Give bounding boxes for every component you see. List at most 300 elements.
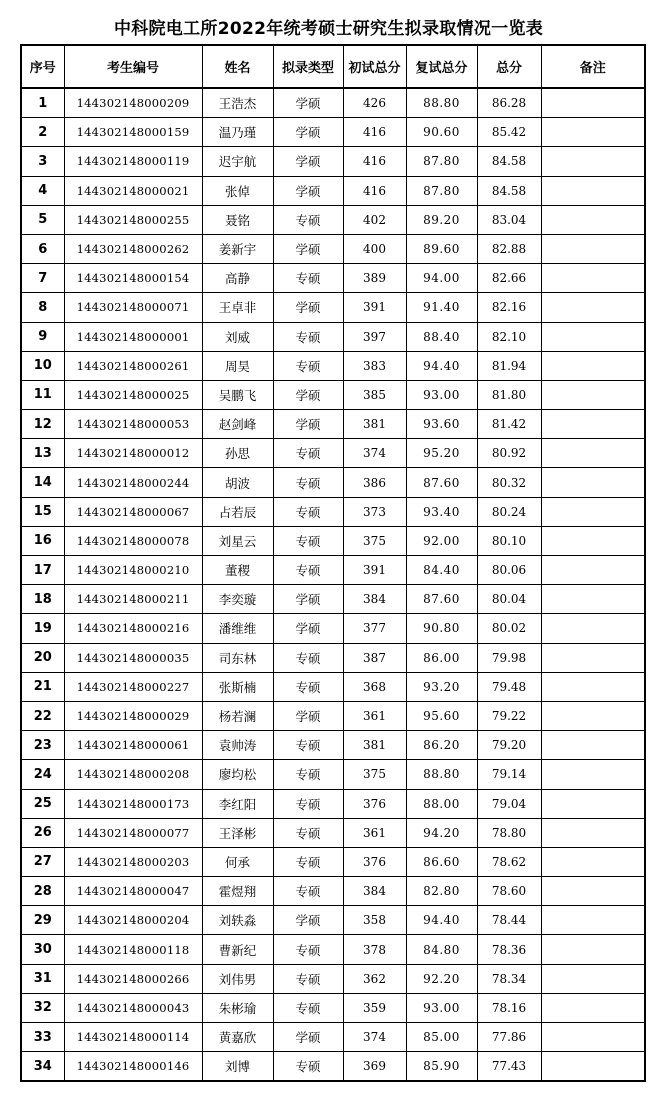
cell-initial-score: 391 <box>343 556 406 585</box>
cell-exam-id: 144302148000078 <box>64 526 202 555</box>
cell-total-score: 79.04 <box>477 789 541 818</box>
cell-initial-score: 376 <box>343 789 406 818</box>
cell-total-score: 79.98 <box>477 643 541 672</box>
table-row <box>21 322 645 351</box>
cell-type: 专硕 <box>273 526 343 555</box>
cell-exam-id: 144302148000043 <box>64 993 202 1022</box>
table-row <box>21 906 645 935</box>
cell-retest-score: 93.00 <box>406 993 477 1022</box>
cell-retest-score: 89.60 <box>406 234 477 263</box>
cell-type: 专硕 <box>273 497 343 526</box>
cell-remark <box>541 88 645 118</box>
cell-no: 14 <box>21 468 64 497</box>
cell-name: 董稷 <box>202 556 273 585</box>
cell-remark <box>541 118 645 147</box>
table-row <box>21 1023 645 1052</box>
cell-total-score: 78.62 <box>477 847 541 876</box>
table-row <box>21 789 645 818</box>
cell-name: 刘星云 <box>202 526 273 555</box>
cell-retest-score: 86.20 <box>406 731 477 760</box>
table-row <box>21 847 645 876</box>
cell-no: 25 <box>21 789 64 818</box>
cell-type: 专硕 <box>273 935 343 964</box>
cell-name: 迟宇航 <box>202 147 273 176</box>
cell-no: 19 <box>21 614 64 643</box>
cell-remark <box>541 1052 645 1082</box>
cell-total-score: 85.42 <box>477 118 541 147</box>
cell-remark <box>541 847 645 876</box>
cell-retest-score: 93.40 <box>406 497 477 526</box>
header-type: 拟录类型 <box>273 45 343 88</box>
cell-name: 霍煜翔 <box>202 877 273 906</box>
cell-no: 8 <box>21 293 64 322</box>
cell-total-score: 80.24 <box>477 497 541 526</box>
cell-name: 高静 <box>202 264 273 293</box>
cell-total-score: 78.16 <box>477 993 541 1022</box>
cell-remark <box>541 497 645 526</box>
cell-retest-score: 86.60 <box>406 847 477 876</box>
cell-retest-score: 89.20 <box>406 205 477 234</box>
cell-no: 5 <box>21 205 64 234</box>
cell-type: 学硕 <box>273 380 343 409</box>
table-row <box>21 118 645 147</box>
cell-type: 专硕 <box>273 205 343 234</box>
cell-total-score: 78.44 <box>477 906 541 935</box>
cell-name: 李奕璇 <box>202 585 273 614</box>
cell-name: 曹新纪 <box>202 935 273 964</box>
cell-type: 学硕 <box>273 614 343 643</box>
cell-remark <box>541 351 645 380</box>
cell-exam-id: 144302148000001 <box>64 322 202 351</box>
table-body <box>21 88 645 1081</box>
cell-no: 28 <box>21 877 64 906</box>
cell-total-score: 81.42 <box>477 410 541 439</box>
cell-type: 学硕 <box>273 234 343 263</box>
cell-remark <box>541 234 645 263</box>
table-row <box>21 88 645 118</box>
cell-initial-score: 397 <box>343 322 406 351</box>
cell-type: 学硕 <box>273 147 343 176</box>
cell-retest-score: 85.00 <box>406 1023 477 1052</box>
cell-exam-id: 144302148000208 <box>64 760 202 789</box>
cell-total-score: 77.43 <box>477 1052 541 1082</box>
cell-exam-id: 144302148000209 <box>64 88 202 118</box>
cell-retest-score: 88.80 <box>406 760 477 789</box>
cell-type: 学硕 <box>273 1023 343 1052</box>
cell-no: 15 <box>21 497 64 526</box>
cell-retest-score: 94.00 <box>406 264 477 293</box>
cell-initial-score: 362 <box>343 964 406 993</box>
table-row <box>21 731 645 760</box>
cell-exam-id: 144302148000203 <box>64 847 202 876</box>
cell-no: 16 <box>21 526 64 555</box>
cell-name: 何承 <box>202 847 273 876</box>
cell-exam-id: 144302148000173 <box>64 789 202 818</box>
cell-initial-score: 389 <box>343 264 406 293</box>
cell-remark <box>541 176 645 205</box>
cell-exam-id: 144302148000146 <box>64 1052 202 1082</box>
cell-retest-score: 94.40 <box>406 351 477 380</box>
cell-name: 刘轶淼 <box>202 906 273 935</box>
cell-name: 张斯楠 <box>202 672 273 701</box>
cell-no: 32 <box>21 993 64 1022</box>
cell-no: 34 <box>21 1052 64 1082</box>
cell-initial-score: 375 <box>343 760 406 789</box>
cell-retest-score: 84.80 <box>406 935 477 964</box>
cell-name: 王卓非 <box>202 293 273 322</box>
cell-retest-score: 86.00 <box>406 643 477 672</box>
cell-initial-score: 384 <box>343 585 406 614</box>
header-exam-id: 考生编号 <box>64 45 202 88</box>
cell-retest-score: 88.40 <box>406 322 477 351</box>
cell-remark <box>541 1023 645 1052</box>
cell-total-score: 86.28 <box>477 88 541 118</box>
cell-type: 专硕 <box>273 760 343 789</box>
cell-retest-score: 87.60 <box>406 585 477 614</box>
cell-retest-score: 88.80 <box>406 88 477 118</box>
cell-initial-score: 369 <box>343 1052 406 1082</box>
cell-remark <box>541 468 645 497</box>
header-no: 序号 <box>21 45 64 88</box>
cell-remark <box>541 760 645 789</box>
cell-name: 廖均松 <box>202 760 273 789</box>
cell-exam-id: 144302148000266 <box>64 964 202 993</box>
cell-name: 袁帅涛 <box>202 731 273 760</box>
cell-total-score: 78.36 <box>477 935 541 964</box>
cell-remark <box>541 701 645 730</box>
cell-retest-score: 91.40 <box>406 293 477 322</box>
table-row <box>21 877 645 906</box>
cell-initial-score: 384 <box>343 877 406 906</box>
cell-initial-score: 426 <box>343 88 406 118</box>
cell-name: 王泽彬 <box>202 818 273 847</box>
cell-total-score: 80.32 <box>477 468 541 497</box>
header-name: 姓名 <box>202 45 273 88</box>
cell-exam-id: 144302148000071 <box>64 293 202 322</box>
cell-retest-score: 88.00 <box>406 789 477 818</box>
cell-name: 王浩杰 <box>202 88 273 118</box>
cell-name: 司东林 <box>202 643 273 672</box>
table-row <box>21 1052 645 1082</box>
cell-total-score: 80.92 <box>477 439 541 468</box>
cell-no: 27 <box>21 847 64 876</box>
cell-name: 刘伟男 <box>202 964 273 993</box>
cell-exam-id: 144302148000067 <box>64 497 202 526</box>
cell-name: 李红阳 <box>202 789 273 818</box>
cell-remark <box>541 993 645 1022</box>
cell-exam-id: 144302148000061 <box>64 731 202 760</box>
cell-type: 专硕 <box>273 439 343 468</box>
cell-total-score: 81.80 <box>477 380 541 409</box>
cell-initial-score: 358 <box>343 906 406 935</box>
table-row <box>21 410 645 439</box>
cell-no: 2 <box>21 118 64 147</box>
cell-no: 33 <box>21 1023 64 1052</box>
cell-initial-score: 383 <box>343 351 406 380</box>
cell-name: 姜新宇 <box>202 234 273 263</box>
cell-exam-id: 144302148000210 <box>64 556 202 585</box>
cell-exam-id: 144302148000025 <box>64 380 202 409</box>
cell-type: 专硕 <box>273 1052 343 1082</box>
cell-total-score: 79.22 <box>477 701 541 730</box>
cell-type: 专硕 <box>273 556 343 585</box>
cell-exam-id: 144302148000029 <box>64 701 202 730</box>
cell-retest-score: 95.60 <box>406 701 477 730</box>
cell-initial-score: 361 <box>343 818 406 847</box>
table-row <box>21 147 645 176</box>
cell-exam-id: 144302148000159 <box>64 118 202 147</box>
table-row <box>21 526 645 555</box>
cell-exam-id: 144302148000118 <box>64 935 202 964</box>
cell-name: 胡波 <box>202 468 273 497</box>
cell-remark <box>541 877 645 906</box>
cell-no: 6 <box>21 234 64 263</box>
cell-remark <box>541 439 645 468</box>
cell-retest-score: 90.60 <box>406 118 477 147</box>
cell-exam-id: 144302148000021 <box>64 176 202 205</box>
cell-type: 学硕 <box>273 410 343 439</box>
cell-initial-score: 377 <box>343 614 406 643</box>
cell-total-score: 78.80 <box>477 818 541 847</box>
cell-total-score: 82.10 <box>477 322 541 351</box>
cell-remark <box>541 818 645 847</box>
cell-remark <box>541 964 645 993</box>
cell-remark <box>541 731 645 760</box>
cell-no: 30 <box>21 935 64 964</box>
cell-exam-id: 144302148000035 <box>64 643 202 672</box>
cell-retest-score: 92.20 <box>406 964 477 993</box>
cell-no: 21 <box>21 672 64 701</box>
table-row <box>21 205 645 234</box>
cell-no: 20 <box>21 643 64 672</box>
cell-no: 22 <box>21 701 64 730</box>
cell-total-score: 82.88 <box>477 234 541 263</box>
table-row <box>21 556 645 585</box>
cell-remark <box>541 906 645 935</box>
cell-type: 学硕 <box>273 88 343 118</box>
cell-name: 温乃瑾 <box>202 118 273 147</box>
cell-retest-score: 92.00 <box>406 526 477 555</box>
cell-initial-score: 416 <box>343 147 406 176</box>
cell-initial-score: 359 <box>343 993 406 1022</box>
cell-name: 潘维维 <box>202 614 273 643</box>
cell-name: 张倬 <box>202 176 273 205</box>
cell-initial-score: 376 <box>343 847 406 876</box>
table-row <box>21 439 645 468</box>
cell-exam-id: 144302148000227 <box>64 672 202 701</box>
cell-exam-id: 144302148000154 <box>64 264 202 293</box>
cell-remark <box>541 789 645 818</box>
cell-retest-score: 82.80 <box>406 877 477 906</box>
cell-exam-id: 144302148000255 <box>64 205 202 234</box>
table-row <box>21 176 645 205</box>
cell-name: 占若辰 <box>202 497 273 526</box>
cell-total-score: 84.58 <box>477 176 541 205</box>
cell-total-score: 79.48 <box>477 672 541 701</box>
cell-no: 11 <box>21 380 64 409</box>
cell-no: 26 <box>21 818 64 847</box>
cell-exam-id: 144302148000119 <box>64 147 202 176</box>
cell-retest-score: 95.20 <box>406 439 477 468</box>
table-row <box>21 701 645 730</box>
cell-remark <box>541 410 645 439</box>
header-total-score: 总分 <box>477 45 541 88</box>
cell-no: 23 <box>21 731 64 760</box>
cell-initial-score: 381 <box>343 410 406 439</box>
table-row <box>21 234 645 263</box>
cell-remark <box>541 526 645 555</box>
cell-type: 专硕 <box>273 264 343 293</box>
cell-type: 学硕 <box>273 176 343 205</box>
cell-no: 29 <box>21 906 64 935</box>
cell-remark <box>541 672 645 701</box>
cell-no: 3 <box>21 147 64 176</box>
cell-total-score: 79.20 <box>477 731 541 760</box>
cell-initial-score: 374 <box>343 1023 406 1052</box>
cell-no: 4 <box>21 176 64 205</box>
cell-total-score: 80.02 <box>477 614 541 643</box>
cell-name: 周昊 <box>202 351 273 380</box>
cell-retest-score: 87.80 <box>406 176 477 205</box>
cell-no: 7 <box>21 264 64 293</box>
cell-no: 9 <box>21 322 64 351</box>
cell-type: 专硕 <box>273 847 343 876</box>
cell-type: 专硕 <box>273 789 343 818</box>
cell-no: 17 <box>21 556 64 585</box>
cell-type: 学硕 <box>273 906 343 935</box>
cell-name: 聂铭 <box>202 205 273 234</box>
cell-total-score: 80.06 <box>477 556 541 585</box>
cell-initial-score: 416 <box>343 118 406 147</box>
table-row <box>21 818 645 847</box>
cell-no: 12 <box>21 410 64 439</box>
cell-name: 刘威 <box>202 322 273 351</box>
cell-initial-score: 373 <box>343 497 406 526</box>
cell-remark <box>541 556 645 585</box>
header-initial-score: 初试总分 <box>343 45 406 88</box>
cell-initial-score: 361 <box>343 701 406 730</box>
cell-type: 专硕 <box>273 643 343 672</box>
table-row <box>21 380 645 409</box>
cell-remark <box>541 935 645 964</box>
cell-exam-id: 144302148000261 <box>64 351 202 380</box>
cell-type: 专硕 <box>273 672 343 701</box>
cell-retest-score: 94.40 <box>406 906 477 935</box>
cell-retest-score: 93.20 <box>406 672 477 701</box>
table-row <box>21 264 645 293</box>
cell-remark <box>541 614 645 643</box>
page-title: 中科院电工所2022年统考硕士研究生拟录取情况一览表 <box>113 19 544 39</box>
cell-exam-id: 144302148000204 <box>64 906 202 935</box>
cell-total-score: 80.10 <box>477 526 541 555</box>
cell-total-score: 77.86 <box>477 1023 541 1052</box>
cell-exam-id: 144302148000114 <box>64 1023 202 1052</box>
cell-exam-id: 144302148000047 <box>64 877 202 906</box>
cell-exam-id: 144302148000053 <box>64 410 202 439</box>
cell-remark <box>541 380 645 409</box>
cell-total-score: 80.04 <box>477 585 541 614</box>
cell-name: 杨若澜 <box>202 701 273 730</box>
cell-exam-id: 144302148000012 <box>64 439 202 468</box>
cell-retest-score: 87.60 <box>406 468 477 497</box>
cell-name: 吴鹏飞 <box>202 380 273 409</box>
cell-type: 学硕 <box>273 701 343 730</box>
cell-type: 专硕 <box>273 818 343 847</box>
cell-type: 专硕 <box>273 322 343 351</box>
cell-remark <box>541 293 645 322</box>
cell-total-score: 84.58 <box>477 147 541 176</box>
cell-type: 学硕 <box>273 118 343 147</box>
cell-type: 专硕 <box>273 351 343 380</box>
cell-exam-id: 144302148000262 <box>64 234 202 263</box>
table-row <box>21 935 645 964</box>
cell-no: 18 <box>21 585 64 614</box>
table-row <box>21 993 645 1022</box>
cell-remark <box>541 147 645 176</box>
cell-type: 专硕 <box>273 877 343 906</box>
cell-remark <box>541 322 645 351</box>
cell-type: 专硕 <box>273 468 343 497</box>
cell-exam-id: 144302148000244 <box>64 468 202 497</box>
cell-no: 31 <box>21 964 64 993</box>
cell-total-score: 82.66 <box>477 264 541 293</box>
cell-name: 黄嘉欣 <box>202 1023 273 1052</box>
cell-initial-score: 368 <box>343 672 406 701</box>
table-row <box>21 293 645 322</box>
cell-total-score: 79.14 <box>477 760 541 789</box>
header-remark: 备注 <box>541 45 645 88</box>
cell-exam-id: 144302148000211 <box>64 585 202 614</box>
cell-type: 专硕 <box>273 964 343 993</box>
cell-name: 赵剑峰 <box>202 410 273 439</box>
cell-total-score: 78.60 <box>477 877 541 906</box>
table-header-row <box>21 45 645 88</box>
cell-name: 朱彬瑜 <box>202 993 273 1022</box>
cell-remark <box>541 643 645 672</box>
table-row <box>21 468 645 497</box>
cell-retest-score: 94.20 <box>406 818 477 847</box>
table-row <box>21 497 645 526</box>
table-row <box>21 672 645 701</box>
cell-no: 1 <box>21 88 64 118</box>
cell-remark <box>541 205 645 234</box>
cell-type: 学硕 <box>273 293 343 322</box>
cell-initial-score: 386 <box>343 468 406 497</box>
cell-initial-score: 375 <box>343 526 406 555</box>
cell-initial-score: 374 <box>343 439 406 468</box>
cell-retest-score: 90.80 <box>406 614 477 643</box>
cell-initial-score: 402 <box>343 205 406 234</box>
header-retest-score: 复试总分 <box>406 45 477 88</box>
cell-initial-score: 416 <box>343 176 406 205</box>
cell-type: 专硕 <box>273 993 343 1022</box>
table-row <box>21 614 645 643</box>
cell-no: 10 <box>21 351 64 380</box>
cell-initial-score: 387 <box>343 643 406 672</box>
cell-name: 孙思 <box>202 439 273 468</box>
cell-total-score: 78.34 <box>477 964 541 993</box>
cell-type: 学硕 <box>273 585 343 614</box>
cell-retest-score: 93.00 <box>406 380 477 409</box>
cell-total-score: 83.04 <box>477 205 541 234</box>
table-row <box>21 760 645 789</box>
cell-retest-score: 87.80 <box>406 147 477 176</box>
cell-type: 专硕 <box>273 731 343 760</box>
cell-total-score: 81.94 <box>477 351 541 380</box>
cell-retest-score: 85.90 <box>406 1052 477 1082</box>
cell-initial-score: 381 <box>343 731 406 760</box>
cell-retest-score: 93.60 <box>406 410 477 439</box>
